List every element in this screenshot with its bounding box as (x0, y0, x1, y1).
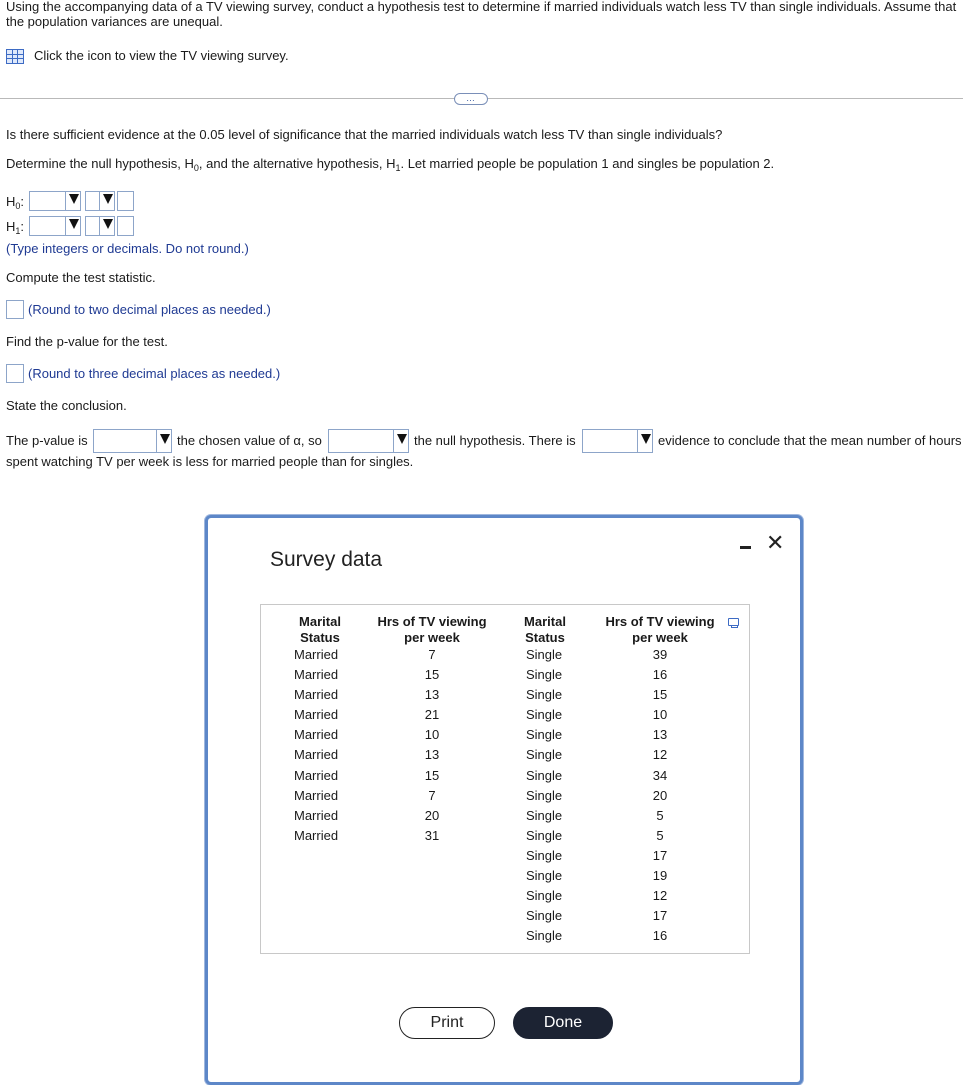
married-status-cell: Married (294, 827, 339, 843)
single-status-cell: Single (526, 847, 563, 863)
single-hours-cell: 16 (652, 667, 668, 683)
single-status-column (526, 645, 562, 946)
single-status-cell: Single (526, 928, 563, 944)
round-two-hint: (Round to two decimal places as needed.) (28, 302, 271, 317)
single-status-cell: Single (526, 787, 563, 803)
type-hint: (Type integers or decimals. Do not round.) (6, 241, 249, 256)
single-hours-cell: 17 (652, 908, 668, 924)
h1-label: $H_1$: (6, 219, 25, 236)
survey-data-dialog (205, 515, 803, 1085)
married-status-cell: Married (294, 687, 339, 703)
data-table-icon[interactable] (6, 49, 24, 64)
single-status-cell: Single (526, 747, 563, 763)
married-hours-cell: 15 (424, 667, 440, 683)
single-hours-cell: 20 (652, 787, 668, 803)
married-status-cell: Married (294, 707, 339, 723)
dialog-title: Survey data (270, 548, 383, 571)
h1-value-input[interactable] (117, 216, 134, 236)
married-hours-cell: 15 (424, 767, 440, 783)
single-status-cell: Single (526, 888, 563, 904)
test-statistic-input[interactable] (6, 300, 24, 319)
conclusion-text-4: evidence to conclude that the mean number of hours (658, 433, 962, 448)
conclusion-text-line2: spent watching TV per week is less for married people than for singles. (6, 454, 414, 469)
single-status-cell: Single (526, 827, 563, 843)
p-value-input[interactable] (6, 364, 24, 383)
married-status-cell: Married (294, 767, 339, 783)
married-hours-cell: 7 (428, 787, 436, 803)
single-status-cell: Single (526, 908, 563, 924)
single-hours-cell: 13 (652, 727, 668, 743)
h0-label: $H_0$: (6, 194, 25, 211)
done-button[interactable]: Done (513, 1007, 613, 1039)
conclusion-text-2: the chosen value of α, so (177, 433, 322, 448)
intro-text-line1: Using the accompanying data of a TV viewing survey, conduct a hypothesis test to determine if married individuals watch less TV than single individuals. Assume that (6, 0, 957, 14)
minimize-icon[interactable] (740, 546, 751, 549)
hypothesis-prompt: Determine the null hypothesis, $H_0$, and the alternative hypothesis, $H_1$. Let married people be population 1 and singles be population 2. (6, 156, 775, 173)
header-hours-2: Hrs of TV viewing per week (605, 614, 715, 645)
married-status-cell: Married (294, 787, 339, 803)
single-status-cell: Single (526, 807, 563, 823)
header-marital-status-1: Marital Status (299, 614, 341, 645)
conclusion-text-1: The p-value is (6, 433, 88, 448)
single-hours-column (620, 645, 700, 946)
married-hours-cell: 7 (428, 647, 436, 662)
single-hours-cell: 12 (652, 747, 668, 763)
married-hours-cell: 13 (424, 747, 440, 763)
question-text: Is there sufficient evidence at the 0.05 level of significance that the married individuals watch less TV than single individuals? (6, 127, 723, 142)
print-button[interactable]: Print (399, 1007, 495, 1039)
married-hours-cell: 21 (424, 707, 440, 723)
compute-stat-text: Compute the test statistic. (6, 270, 156, 285)
married-hours-column (392, 645, 472, 846)
single-hours-cell: 19 (652, 868, 668, 884)
single-hours-cell: 17 (652, 847, 668, 863)
married-status-cell: Married (294, 727, 339, 743)
header-hours-1: Hrs of TV viewing per week (377, 614, 487, 645)
h0-parameter-select[interactable] (29, 191, 81, 211)
single-hours-cell: 5 (656, 807, 664, 823)
close-icon[interactable]: ✕ (766, 530, 785, 555)
h0-operator-select[interactable] (85, 191, 115, 211)
married-status-cell: Married (294, 667, 339, 683)
intro-text-line2: the population variances are unequal. (6, 14, 223, 29)
single-status-cell: Single (526, 667, 563, 683)
single-status-cell: Single (526, 727, 563, 743)
header-marital-status-2: Marital Status (524, 614, 566, 645)
h1-operator-select[interactable] (85, 216, 115, 236)
single-status-cell: Single (526, 707, 563, 723)
married-hours-cell: 20 (424, 807, 440, 823)
married-status-cell: Married (294, 647, 339, 662)
married-status-cell: Married (294, 807, 339, 823)
more-button[interactable]: … (454, 93, 488, 105)
married-hours-cell: 31 (424, 827, 440, 843)
married-hours-cell: 10 (424, 727, 440, 743)
married-status-column (294, 645, 338, 846)
married-hours-cell: 13 (424, 687, 440, 703)
married-status-cell: Married (294, 747, 339, 763)
decision-select[interactable] (328, 429, 409, 453)
single-status-cell: Single (526, 868, 563, 884)
single-hours-cell: 16 (652, 928, 668, 944)
data-link-text[interactable]: Click the icon to view the TV viewing survey. (34, 48, 289, 63)
single-hours-cell: 10 (652, 707, 668, 723)
single-hours-cell: 12 (652, 888, 668, 904)
single-hours-cell: 5 (656, 827, 664, 843)
round-three-hint: (Round to three decimal places as needed.) (28, 366, 281, 381)
copy-icon[interactable] (728, 618, 739, 626)
single-hours-cell: 39 (652, 647, 668, 662)
single-status-cell: Single (526, 767, 563, 783)
single-status-cell: Single (526, 647, 563, 662)
single-hours-cell: 15 (652, 687, 668, 703)
single-status-cell: Single (526, 687, 563, 703)
evidence-select[interactable] (582, 429, 653, 453)
find-p-text: Find the p-value for the test. (6, 334, 168, 349)
h1-parameter-select[interactable] (29, 216, 81, 236)
conclusion-text-3: the null hypothesis. There is (414, 433, 576, 448)
h0-value-input[interactable] (117, 191, 134, 211)
pvalue-comparison-select[interactable] (93, 429, 172, 453)
state-conclusion-text: State the conclusion. (6, 398, 127, 413)
single-hours-cell: 34 (652, 767, 668, 783)
